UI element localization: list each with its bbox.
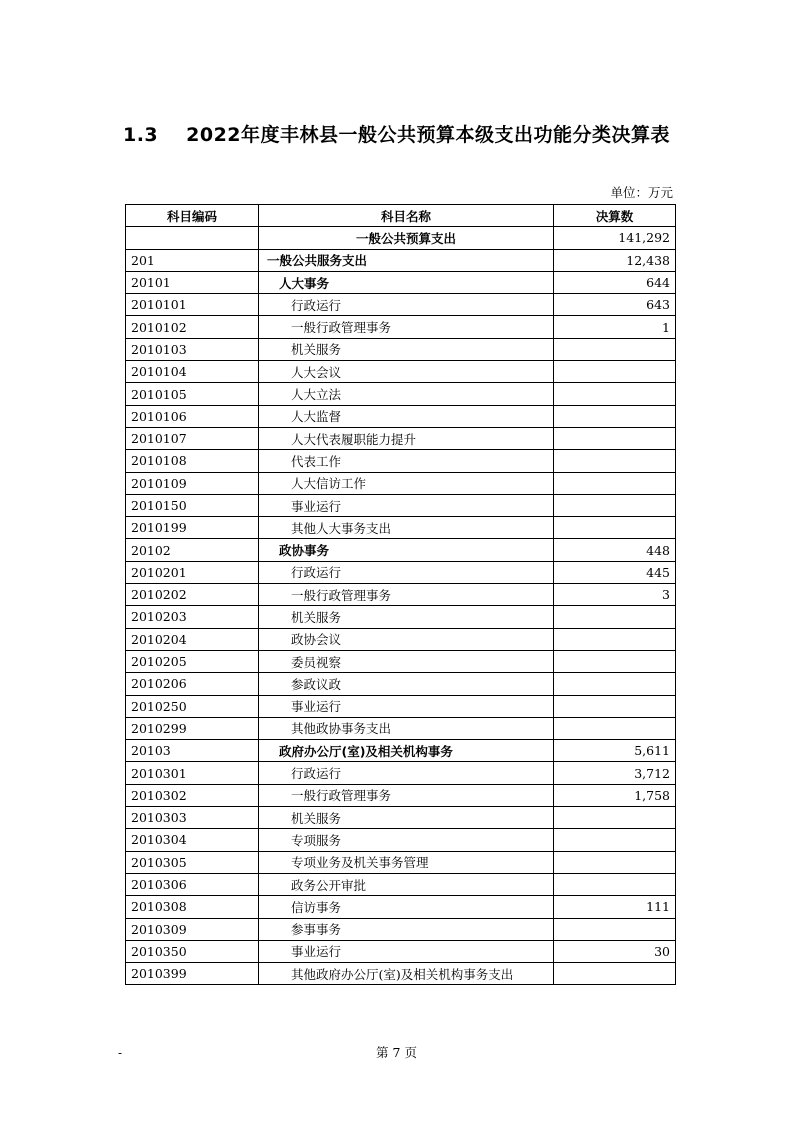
table-row — [126, 650, 676, 672]
row-name: 机关服务 — [259, 338, 554, 360]
page-title — [0, 120, 793, 147]
row-code: 2010304 — [126, 829, 259, 851]
table-row — [126, 963, 676, 985]
row-value — [554, 628, 676, 650]
table-row — [126, 383, 676, 405]
row-value: 5,611 — [554, 740, 676, 762]
row-name: 政府办公厅(室)及相关机构事务 — [259, 740, 554, 762]
row-value: 12,438 — [554, 249, 676, 271]
row-code: 2010108 — [126, 450, 259, 472]
footer-dash: - — [118, 1046, 123, 1060]
row-name: 代表工作 — [259, 450, 554, 472]
row-value — [554, 851, 676, 873]
table-row — [126, 695, 676, 717]
row-name: 政协事务 — [259, 539, 554, 561]
row-code: 2010306 — [126, 873, 259, 895]
table-row — [126, 316, 676, 338]
row-value — [554, 673, 676, 695]
table-row — [126, 584, 676, 606]
table-row — [126, 271, 676, 293]
table-row — [126, 249, 676, 271]
page-number: 第 7 页 — [376, 1045, 417, 1060]
row-name: 一般行政管理事务 — [259, 784, 554, 806]
table-row — [126, 361, 676, 383]
row-value: 1,758 — [554, 784, 676, 806]
table-row — [126, 673, 676, 695]
unit-label: 单位：万元 — [610, 185, 673, 200]
row-value: 445 — [554, 561, 676, 583]
row-name: 事业运行 — [259, 695, 554, 717]
row-name: 行政运行 — [259, 561, 554, 583]
row-value — [554, 963, 676, 985]
table-row — [126, 628, 676, 650]
table-row — [126, 472, 676, 494]
row-value: 644 — [554, 271, 676, 293]
row-code: 2010150 — [126, 494, 259, 516]
table-row — [126, 717, 676, 739]
row-name: 参事事务 — [259, 918, 554, 940]
row-value — [554, 450, 676, 472]
row-name: 一般公共预算支出 — [259, 227, 554, 249]
table-row — [126, 784, 676, 806]
row-name: 人大监督 — [259, 405, 554, 427]
row-code: 2010203 — [126, 606, 259, 628]
row-name: 其他政府办公厅(室)及相关机构事务支出 — [259, 963, 554, 985]
table-row — [126, 294, 676, 316]
row-value — [554, 338, 676, 360]
table-row — [126, 918, 676, 940]
row-code: 2010202 — [126, 584, 259, 606]
row-name: 专项业务及机关事务管理 — [259, 851, 554, 873]
section-number: 1.3 — [122, 124, 159, 146]
row-name: 事业运行 — [259, 494, 554, 516]
table-row — [126, 227, 676, 249]
table-row — [126, 940, 676, 962]
row-name: 一般公共服务支出 — [259, 249, 554, 271]
row-name: 其他政协事务支出 — [259, 717, 554, 739]
row-name: 参政议政 — [259, 673, 554, 695]
row-name: 专项服务 — [259, 829, 554, 851]
row-value — [554, 829, 676, 851]
table-row — [126, 338, 676, 360]
row-value — [554, 517, 676, 539]
header-value: 决算数 — [554, 205, 676, 227]
header-code: 科目编码 — [126, 205, 259, 227]
header-name: 科目名称 — [259, 205, 554, 227]
table-body — [126, 227, 676, 985]
row-code: 2010201 — [126, 561, 259, 583]
row-code: 2010107 — [126, 427, 259, 449]
row-name: 一般行政管理事务 — [259, 584, 554, 606]
row-name: 人大事务 — [259, 271, 554, 293]
row-code: 2010109 — [126, 472, 259, 494]
table-row — [126, 762, 676, 784]
row-code: 2010350 — [126, 940, 259, 962]
row-value: 643 — [554, 294, 676, 316]
row-code: 20101 — [126, 271, 259, 293]
row-code: 20103 — [126, 740, 259, 762]
row-code: 2010204 — [126, 628, 259, 650]
table-row — [126, 450, 676, 472]
table-row — [126, 896, 676, 918]
table-row — [126, 427, 676, 449]
row-value: 448 — [554, 539, 676, 561]
row-code: 2010305 — [126, 851, 259, 873]
row-value — [554, 717, 676, 739]
row-value: 111 — [554, 896, 676, 918]
row-code: 2010303 — [126, 807, 259, 829]
row-name: 政协会议 — [259, 628, 554, 650]
row-name: 行政运行 — [259, 762, 554, 784]
row-code: 2010301 — [126, 762, 259, 784]
row-value — [554, 650, 676, 672]
row-name: 事业运行 — [259, 940, 554, 962]
row-name: 其他人大事务支出 — [259, 517, 554, 539]
row-value — [554, 361, 676, 383]
table-row — [126, 807, 676, 829]
row-name: 机关服务 — [259, 807, 554, 829]
row-value — [554, 606, 676, 628]
row-value — [554, 472, 676, 494]
row-value — [554, 383, 676, 405]
row-code: 2010101 — [126, 294, 259, 316]
table-row — [126, 494, 676, 516]
row-name: 人大代表履职能力提升 — [259, 427, 554, 449]
row-name: 一般行政管理事务 — [259, 316, 554, 338]
table-row — [126, 405, 676, 427]
row-code: 20102 — [126, 539, 259, 561]
row-code: 2010308 — [126, 896, 259, 918]
budget-table — [125, 204, 676, 985]
table-row — [126, 517, 676, 539]
row-value: 3,712 — [554, 762, 676, 784]
row-code: 2010299 — [126, 717, 259, 739]
row-value — [554, 807, 676, 829]
row-code: 2010302 — [126, 784, 259, 806]
row-value — [554, 427, 676, 449]
table-row — [126, 606, 676, 628]
table-row — [126, 740, 676, 762]
row-code: 2010102 — [126, 316, 259, 338]
row-value — [554, 494, 676, 516]
row-code: 2010199 — [126, 517, 259, 539]
row-name: 人大会议 — [259, 361, 554, 383]
row-value — [554, 918, 676, 940]
table-row — [126, 829, 676, 851]
row-value — [554, 405, 676, 427]
row-value — [554, 695, 676, 717]
table-header-row — [126, 205, 676, 227]
row-value: 30 — [554, 940, 676, 962]
row-code: 2010309 — [126, 918, 259, 940]
row-code: 2010103 — [126, 338, 259, 360]
row-value: 3 — [554, 584, 676, 606]
row-code: 2010104 — [126, 361, 259, 383]
row-value: 141,292 — [554, 227, 676, 249]
row-code: 2010205 — [126, 650, 259, 672]
row-code: 2010399 — [126, 963, 259, 985]
row-name: 机关服务 — [259, 606, 554, 628]
row-code: 2010250 — [126, 695, 259, 717]
table-row — [126, 851, 676, 873]
row-name: 人大立法 — [259, 383, 554, 405]
table-row — [126, 539, 676, 561]
row-name: 信访事务 — [259, 896, 554, 918]
row-code: 201 — [126, 249, 259, 271]
row-name: 委员视察 — [259, 650, 554, 672]
row-code: 2010206 — [126, 673, 259, 695]
table-row — [126, 873, 676, 895]
row-name: 人大信访工作 — [259, 472, 554, 494]
row-code — [126, 227, 259, 249]
row-name: 政务公开审批 — [259, 873, 554, 895]
row-code: 2010106 — [126, 405, 259, 427]
row-value — [554, 873, 676, 895]
row-name: 行政运行 — [259, 294, 554, 316]
title-text: 2022年度丰林县一般公共预算本级支出功能分类决算表 — [186, 124, 671, 146]
row-value: 1 — [554, 316, 676, 338]
row-code: 2010105 — [126, 383, 259, 405]
table-row — [126, 561, 676, 583]
